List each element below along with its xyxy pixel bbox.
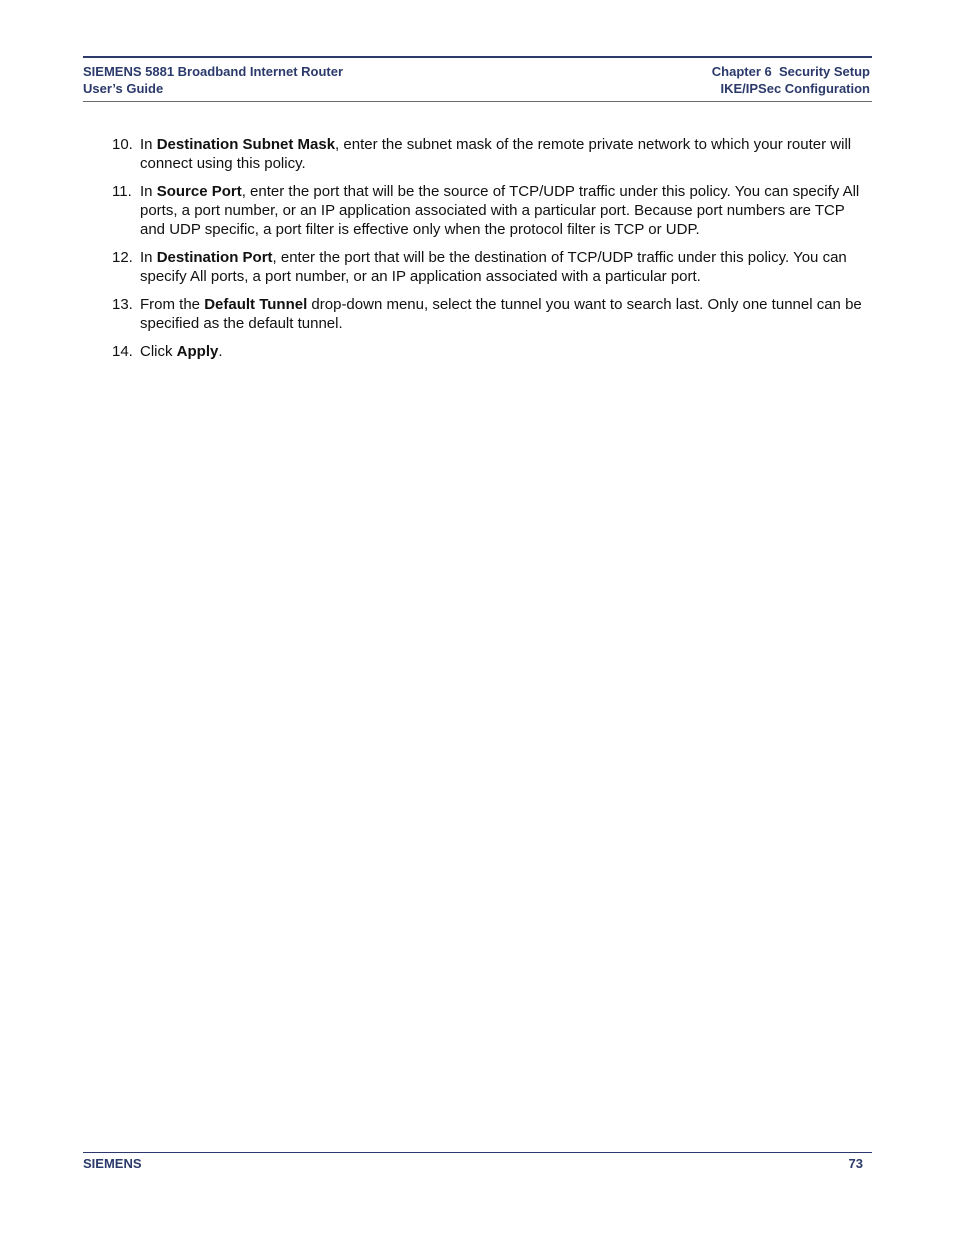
document-subtitle: User’s Guide xyxy=(83,81,164,96)
step-number: 14. xyxy=(112,343,133,360)
chapter-title: Chapter 6 Security Setup xyxy=(711,64,870,79)
list-item xyxy=(108,342,872,361)
page-number: 73 xyxy=(848,1156,863,1171)
list-item xyxy=(108,295,872,333)
step-text-bold: Destination Subnet Mask xyxy=(156,136,336,153)
header-rule-top xyxy=(83,56,872,58)
running-header-right xyxy=(712,63,870,97)
footer-brand: SIEMENS xyxy=(83,1156,142,1171)
step-text-bold: Default Tunnel xyxy=(204,296,308,313)
step-text-post: , enter the port that will be the source of TCP/UDP traffic under this policy. You can specify All ports, a port number, or an IP application associated with a particular port. Because port numbers are TCP and UDP specific, a port filter is effective only when the protocol filter is TCP or UDP. xyxy=(140,183,860,238)
step-text-bold: Apply xyxy=(176,343,219,360)
list-item xyxy=(108,248,872,286)
list-item xyxy=(108,135,872,173)
step-text-post: , enter the port that will be the destination of TCP/UDP traffic under this policy. You can specify All ports, a port number, or an IP application associated with a particular port. xyxy=(140,249,847,285)
step-text-pre: In xyxy=(140,183,157,200)
step-number: 12. xyxy=(112,249,133,266)
step-text-pre: From the xyxy=(140,296,205,313)
step-number: 11. xyxy=(112,183,132,200)
list-item xyxy=(108,182,872,239)
step-text-pre: In xyxy=(140,249,157,266)
step-text-post: . xyxy=(218,343,223,360)
step-text-bold: Source Port xyxy=(156,183,242,200)
procedure-steps xyxy=(108,135,872,370)
step-text-bold: Destination Port xyxy=(156,249,273,266)
step-text-pre: In xyxy=(140,136,157,153)
running-header-left xyxy=(83,63,343,97)
step-number: 10. xyxy=(112,136,133,153)
step-text-post: , enter the subnet mask of the remote private network to which your router will connect using this policy. xyxy=(140,136,852,172)
footer-rule xyxy=(83,1152,872,1153)
step-text-pre: Click xyxy=(140,343,177,360)
section-title: IKE/IPSec Configuration xyxy=(720,81,870,96)
step-number: 13. xyxy=(112,296,133,313)
header-rule-bottom xyxy=(83,101,872,102)
document-title: SIEMENS 5881 Broadband Internet Router xyxy=(83,64,344,79)
step-text-post: drop-down menu, select the tunnel you want to search last. Only one tunnel can be specified as the default tunnel. xyxy=(140,296,862,332)
